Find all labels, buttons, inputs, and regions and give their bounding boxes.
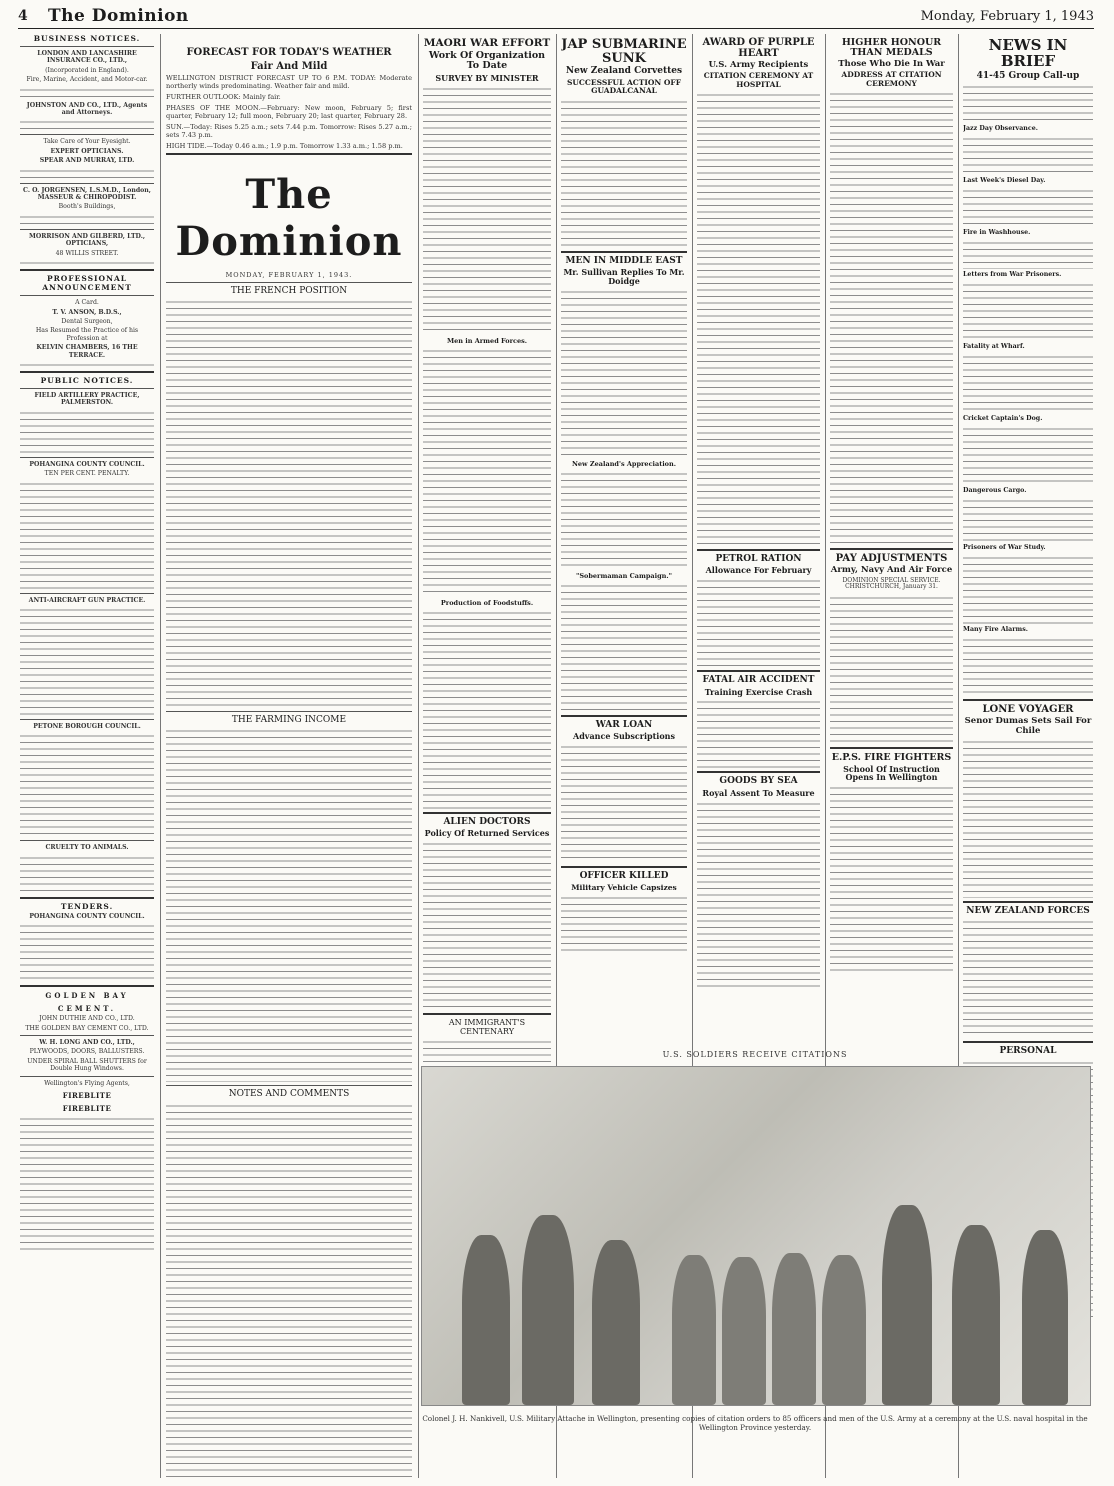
ad-optician-name: SPEAR AND MURRAY, LTD. [39, 157, 135, 165]
brief-item-head: Letters from War Prisoners. [963, 271, 1062, 279]
ad-cement-line: JOHN DUTHIE AND CO., LTD. [39, 1015, 135, 1023]
honour-subheadline: Those Who Die In War [838, 58, 945, 69]
notice-title: ANTI-AIRCRAFT GUN PRACTICE. [28, 596, 146, 604]
column-rule [418, 34, 419, 1478]
prof-line: A Card. [75, 299, 99, 307]
ad-masseur-name: C. O. JORGENSEN, L.S.M.D., London, MASSEUR & CHIROPODIST. [23, 186, 151, 202]
petrol-subheadline: Allowance For February [705, 565, 812, 576]
ad-optician-line: EXPERT OPTICIANS. [50, 147, 124, 155]
notice-subtitle: TEN PER CENT. PENALTY. [44, 470, 130, 478]
lone-voyager-subheadline: Senor Dumas Sets Sail For Chile [964, 716, 1092, 736]
weather-sun: SUN.—Today: Rises 5.25 a.m.; sets 7.44 p.m. Tomorrow: Rises 5.27 a.m.; sets 7.43 p.m. [166, 122, 412, 139]
editorial-date: MONDAY, FEBRUARY 1, 1943. [225, 270, 353, 279]
professional-heading: PROFESSIONAL ANNOUNCEMENT [42, 274, 132, 293]
header-date: Monday, February 1, 1943 [920, 9, 1094, 24]
petrol-headline: PETROL RATION [715, 553, 802, 564]
ad-long-name: W. H. LONG AND CO., LTD., [39, 1039, 135, 1046]
brief-item-head: Many Fire Alarms. [963, 625, 1028, 633]
purple-heart-headline: AWARD OF PURPLE HEART [702, 37, 815, 59]
officer-killed-subheadline: Military Vehicle Capsizes [571, 882, 677, 892]
personal-headline: PERSONAL [999, 1046, 1057, 1057]
eps-subheadline: School Of Instruction Opens In Wellington [843, 763, 940, 783]
prof-line: KELVIN CHAMBERS, 16 THE TERRACE. [36, 344, 138, 359]
page-header [18, 8, 1094, 29]
air-accident-subheadline: Training Exercise Crash [704, 686, 813, 697]
brief-item-head: Fire in Washhouse. [963, 229, 1031, 237]
maori-headline: MAORI WAR EFFORT [423, 37, 551, 49]
tenders-subtitle: POHANGINA COUNTY COUNCIL. [29, 912, 145, 920]
public-notices-heading: PUBLIC NOTICES. [40, 375, 134, 385]
maori-subheadline: Work Of Organization To Date [428, 50, 546, 72]
weather-moon: PHASES OF THE MOON.—February: New moon, February 5; first quarter, February 12; full moon, February 20; last quarter, February 28. [166, 103, 412, 120]
ad-long-line: UNDER SPIRAL BALL SHUTTERS for Double Hung Windows. [27, 1057, 147, 1073]
ceremony-photo [421, 1066, 1091, 1406]
editorial-masthead: The Dominion [175, 170, 403, 265]
tenders-heading: TENDERS. [60, 901, 114, 911]
weather-summary: Fair And Mild [250, 60, 328, 72]
ad-cement-line: THE GOLDEN BAY CEMENT CO., LTD. [25, 1024, 149, 1032]
prof-line: Has Resumed the Practice of his Profession at [35, 327, 139, 342]
goods-by-sea-headline: GOODS BY SEA [719, 776, 798, 787]
submarine-headline: JAP SUBMARINE SUNK [561, 37, 687, 66]
editorial-column [166, 34, 412, 1478]
weather-title: FORECAST FOR TODAY'S WEATHER [186, 47, 392, 58]
ad-insurance-name: LONDON AND LANCASHIRE INSURANCE CO., LTD., [37, 50, 137, 65]
ad-insurance-line: Fire, Marine, Accident, and Motor-car. [26, 76, 148, 84]
immigrant-headline: AN IMMIGRANT'S CENTENARY [448, 1018, 526, 1036]
lone-voyager-headline: LONE VOYAGER [982, 703, 1074, 715]
honour-deck: ADDRESS AT CITATION CEREMONY [841, 70, 942, 88]
ad-optician-line: Take Care of Your Eyesight. [43, 138, 131, 146]
notice-title: PETONE BOROUGH COUNCIL. [33, 722, 141, 730]
ad-cement-title: GOLDEN BAY [45, 991, 129, 1001]
air-accident-headline: FATAL AIR ACCIDENT [702, 675, 815, 686]
ad-long-line: PLYWOODS, DOORS, BALLUSTERS. [29, 1048, 145, 1056]
editorial-heading-notes: NOTES AND COMMENTS [228, 1089, 350, 1100]
ad-fireblite-title: FIREBLITE [62, 1091, 112, 1101]
editorial-heading-french: THE FRENCH POSITION [230, 285, 348, 296]
officer-killed-headline: OFFICER KILLED [579, 871, 669, 882]
column-rule [160, 34, 161, 1478]
alien-doctors-headline: ALIEN DOCTORS [443, 816, 531, 827]
ad-fireblite-line: Wellington's Flying Agents, [44, 1079, 130, 1087]
news-brief-headline: NEWS IN BRIEF [988, 36, 1068, 70]
brief-item-head: Cricket Captain's Dog. [963, 415, 1043, 422]
middle-east-subheadline: Mr. Sullivan Replies To Mr. Doidge [563, 267, 685, 286]
goods-by-sea-subheadline: Royal Assent To Measure [702, 787, 815, 798]
weather-tide: HIGH TIDE.—Today 0.46 a.m.; 1.9 p.m. Tomorrow 1.33 a.m.; 1.58 p.m. [166, 141, 403, 150]
middle-east-headline: MEN IN MIDDLE EAST [565, 255, 683, 266]
maori-deck: SURVEY BY MINISTER [435, 72, 539, 83]
page-number: 4 [18, 8, 28, 24]
purple-heart-deck: CITATION CEREMONY AT HOSPITAL [703, 71, 814, 89]
photo-caption: Colonel J. H. Nankivell, U.S. Military Attache in Wellington, presenting copies of citation orders to 85 officers and men of the U.S. Army at a ceremony at the U.S. naval hospital in the Wellington Province yesterday. [422, 1414, 1088, 1432]
editorial-heading-farming: THE FARMING INCOME [231, 714, 347, 725]
prof-line: Dental Surgeon, [61, 317, 113, 325]
honour-headline: HIGHER HONOUR THAN MEDALS [841, 37, 942, 58]
notice-title: FIELD ARTILLERY PRACTICE, PALMERSTON. [34, 391, 140, 407]
notice-title: POHANGINA COUNTY COUNCIL. [29, 460, 145, 468]
business-notices-heading: BUSINESS NOTICES. [33, 34, 141, 43]
brief-item-head: Jazz Day Observance. [963, 125, 1038, 133]
ad-opticians-name: MORRISON AND GILBERD, LTD., OPTICIANS, [28, 232, 146, 248]
weather-detail: WELLINGTON DISTRICT FORECAST UP TO 6 P.M. TODAY: Moderate northerly winds predominating. Weather fair and mild. [166, 73, 412, 90]
ad-insurance-line: (Incorporated in England). [45, 66, 129, 74]
pay-subheadline: Army, Navy And Air Force [830, 565, 953, 576]
nz-forces-headline: NEW ZEALAND FORCES [966, 905, 1090, 916]
brief-item-head: Fatality at Wharf. [963, 343, 1025, 351]
war-loan-subheadline: Advance Subscriptions [573, 731, 675, 742]
weather-outlook: FURTHER OUTLOOK: Mainly fair. [166, 92, 281, 101]
eps-headline: E.P.S. FIRE FIGHTERS [831, 751, 952, 763]
brief-item-head: Last Week's Diesel Day. [963, 177, 1046, 185]
header-masthead: The Dominion [48, 6, 189, 26]
notice-title: CRUELTY TO ANIMALS. [45, 844, 129, 852]
news-brief-subheadline: 41-45 Group Call-up [976, 70, 1080, 81]
maori-para-head: Men in Armed Forces. [446, 336, 528, 345]
ad-opticians-address: 48 WILLIS STREET. [55, 249, 119, 257]
brief-item-head: Prisoners of War Study. [963, 543, 1046, 551]
maori-para-head: Production of Foodstuffs. [440, 598, 534, 607]
photo-title: U.S. SOLDIERS RECEIVE CITATIONS [662, 1050, 848, 1059]
classifieds-column [20, 34, 154, 1478]
ad-masseur-line: Booth's Buildings, [58, 203, 116, 211]
pay-dateline: DOMINION SPECIAL SERVICE. CHRISTCHURCH, January 31. [842, 576, 941, 591]
pay-headline: PAY ADJUSTMENTS [835, 552, 948, 564]
middle-east-para-head: "Sobermaman Campaign." [575, 571, 673, 580]
alien-doctors-subheadline: Policy Of Returned Services [424, 828, 550, 839]
ad-insurance-agents: JOHNSTON AND CO., LTD., Agents and Attorneys. [26, 101, 148, 117]
submarine-deck: SUCCESSFUL ACTION OFF GUADALCANAL [566, 78, 682, 96]
brief-item-head: Dangerous Cargo. [963, 486, 1027, 494]
purple-heart-subheadline: U.S. Army Recipients [708, 60, 809, 70]
submarine-subheadline: New Zealand Corvettes [565, 66, 683, 77]
prof-line: T. V. ANSON, B.D.S., [52, 308, 122, 316]
ad-fireblite-title: FIREBLITE [62, 1104, 112, 1114]
ad-cement-title: CEMENT. [57, 1004, 117, 1014]
war-loan-headline: WAR LOAN [595, 719, 653, 730]
middle-east-para-head: New Zealand's Appreciation. [571, 459, 677, 468]
